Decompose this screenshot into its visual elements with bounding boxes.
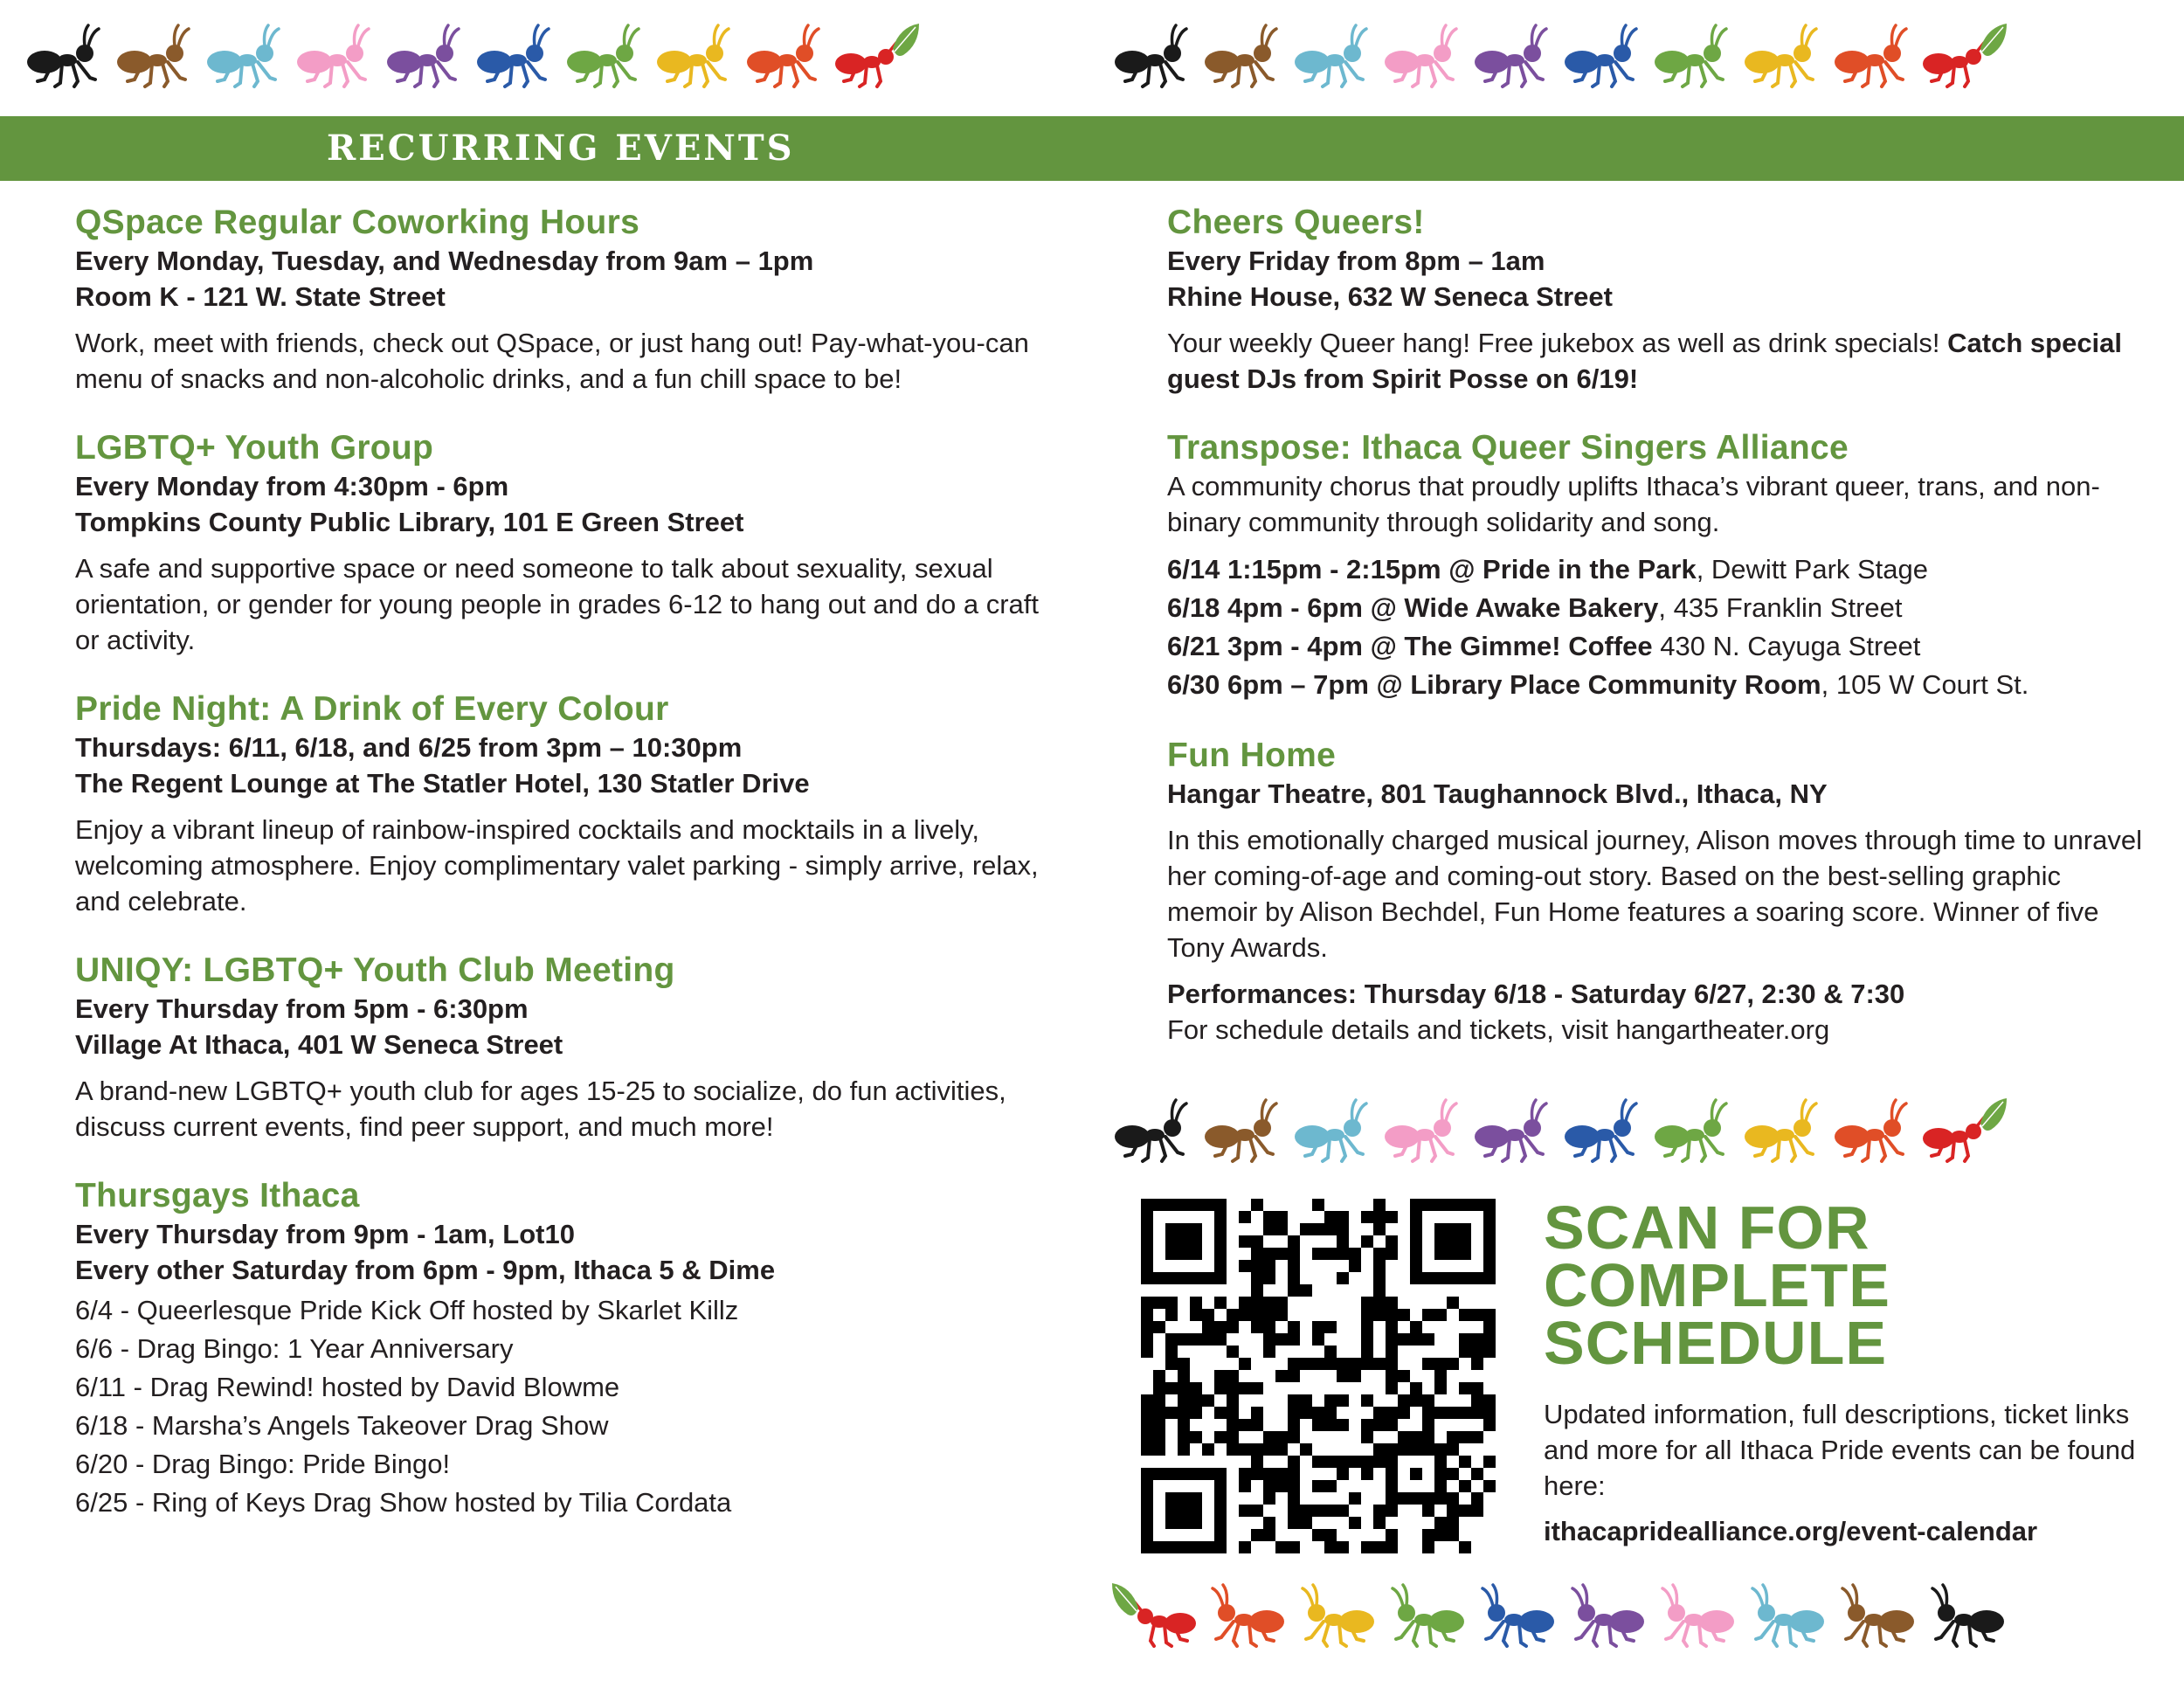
- leaf-icon: [1919, 22, 2009, 92]
- event-transpose: [1167, 428, 2154, 704]
- date-venue: , 105 W Court St.: [1821, 669, 2029, 700]
- event-cheers-queers: [1167, 203, 2154, 397]
- event-schedule: Every Thursday from 9pm - 1am, Lot10: [75, 1219, 575, 1249]
- list-item: [1167, 666, 2154, 704]
- left-column: [75, 203, 1054, 1522]
- event-location: The Regent Lounge at The Statler Hotel, 130 Statler Drive: [75, 768, 810, 799]
- ant-icon: [382, 22, 472, 92]
- list-item: 6/18 - Marsha’s Angels Takeover Drag Show: [75, 1410, 609, 1441]
- ant-icon: [1289, 1097, 1379, 1166]
- qr-code[interactable]: [1141, 1199, 1496, 1553]
- list-item: [1167, 627, 2154, 666]
- ant-icon: [1289, 22, 1379, 92]
- description-highlight: Catch special guest DJs from Spirit Posse on 6/19!: [1167, 328, 2123, 394]
- date-label: 6/14 1:15pm - 2:15pm @ Pride in the Park: [1167, 554, 1697, 585]
- list-item: [1167, 550, 2154, 589]
- date-venue: 430 N. Cayuga Street: [1652, 631, 1921, 661]
- ant-icon: [742, 22, 832, 92]
- ant-border-top-left: [22, 22, 922, 92]
- ant-icon: [1469, 1097, 1559, 1166]
- ant-icon: [652, 22, 742, 92]
- ant-icon: [1289, 1581, 1379, 1651]
- ant-icon: [292, 22, 382, 92]
- list-item: 6/25 - Ring of Keys Drag Show hosted by Tilia Cordata: [75, 1487, 732, 1518]
- ant-icon: [1739, 22, 1829, 92]
- ant-icon: [1109, 22, 1199, 92]
- ant-icon: [1649, 1581, 1739, 1651]
- ant-icon: [1469, 1581, 1559, 1651]
- ant-icon: [112, 22, 202, 92]
- event-title: Thursgays Ithaca: [75, 1177, 360, 1214]
- date-label: 6/30 6pm – 7pm @ Library Place Community Room: [1167, 669, 1821, 700]
- ant-icon: [1649, 1097, 1739, 1166]
- event-qspace: [75, 203, 1054, 397]
- list-item: 6/4 - Queerlesque Pride Kick Off hosted by Skarlet Killz: [75, 1295, 739, 1325]
- leaf-icon: [1109, 1581, 1199, 1651]
- ant-icon: [1739, 1097, 1829, 1166]
- ant-border-top-right: [1109, 22, 2009, 92]
- event-location: Village At Ithaca, 401 W Seneca Street: [75, 1029, 563, 1060]
- event-description: A brand-new LGBTQ+ youth club for ages 15-25 to socialize, do fun activities, discuss current events, find peer support, and much more!: [75, 1076, 1006, 1142]
- event-location: Rhine House, 632 W Seneca Street: [1167, 281, 1613, 312]
- event-title: LGBTQ+ Youth Group: [75, 429, 434, 467]
- ant-icon: [562, 22, 652, 92]
- leaf-icon: [832, 22, 922, 92]
- date-venue: , Dewitt Park Stage: [1696, 554, 1929, 585]
- ant-icon: [1379, 1581, 1469, 1651]
- list-item: 6/11 - Drag Rewind! hosted by David Blowme: [75, 1372, 620, 1402]
- ant-icon: [1469, 22, 1559, 92]
- event-location: Tompkins County Public Library, 101 E Green Street: [75, 507, 744, 537]
- event-dates-list: [1167, 550, 2154, 704]
- event-description: A safe and supportive space or need someone to talk about sexuality, sexual orientation, or gender for young people in grades 6-12 to hang out and do a craft or activity.: [75, 553, 1039, 655]
- event-location: Room K - 121 W. State Street: [75, 281, 446, 312]
- ant-icon: [1919, 1581, 2009, 1651]
- scan-heading-line: SCAN FOR: [1544, 1193, 1870, 1262]
- ant-border-middle: [1109, 1097, 2009, 1166]
- event-description: In this emotionally charged musical journey, Alison moves through time to unravel her coming-of-age and coming-out story. Based on the best-selling graphic memoir by Alison Bechdel, Fun Home features a soaring score. Winner of five Tony Awards.: [1167, 825, 2142, 963]
- section-banner: [0, 116, 2184, 181]
- ant-icon: [1829, 1581, 1919, 1651]
- event-thursgays: [75, 1176, 1054, 1522]
- event-description: Enjoy a vibrant lineup of rainbow-inspired cocktails and mocktails in a lively, welcoming atmosphere. Enjoy complimentary valet parking - simply arrive, relax, and celebrate.: [75, 814, 1039, 917]
- ant-icon: [202, 22, 292, 92]
- event-title: UNIQY: LGBTQ+ Youth Club Meeting: [75, 951, 675, 989]
- description-text: Your weekly Queer hang! Free jukebox as well as drink specials!: [1167, 328, 1948, 358]
- event-fun-home: [1167, 736, 2154, 1048]
- list-item: 6/6 - Drag Bingo: 1 Year Anniversary: [75, 1333, 514, 1364]
- event-uniqy: [75, 951, 1054, 1145]
- list-item: [1167, 589, 2154, 627]
- event-description: [1167, 325, 2154, 397]
- date-label: 6/21 3pm - 4pm @ The Gimme! Coffee: [1167, 631, 1653, 661]
- scan-heading-line: COMPLETE: [1544, 1251, 1890, 1319]
- leaf-icon: [1919, 1097, 2009, 1166]
- ant-icon: [1559, 1097, 1649, 1166]
- event-tickets: For schedule details and tickets, visit hangartheater.org: [1167, 1014, 1830, 1045]
- event-performances: Performances: Thursday 6/18 - Saturday 6/27, 2:30 & 7:30: [1167, 979, 1905, 1009]
- list-item: 6/20 - Drag Bingo: Pride Bingo!: [75, 1449, 451, 1479]
- event-calendar-link[interactable]: ithacapridealliance.org/event-calendar: [1544, 1516, 2038, 1546]
- ant-icon: [1829, 22, 1919, 92]
- event-schedule: Every Thursday from 5pm - 6:30pm: [75, 993, 529, 1024]
- event-title: Pride Night: A Drink of Every Colour: [75, 690, 669, 728]
- event-schedule: Every Monday, Tuesday, and Wednesday from 9am – 1pm: [75, 246, 814, 276]
- scan-description: Updated information, full descriptions, ticket links and more for all Ithaca Pride events can be found here:: [1544, 1399, 2136, 1501]
- section-title: RECURRING EVENTS: [327, 128, 795, 169]
- date-venue: , 435 Franklin Street: [1658, 592, 1903, 623]
- ant-icon: [1649, 22, 1739, 92]
- ant-icon: [1199, 1097, 1289, 1166]
- event-title: Fun Home: [1167, 737, 1337, 774]
- ant-icon: [1379, 1097, 1469, 1166]
- event-schedule: Thursdays: 6/11, 6/18, and 6/25 from 3pm – 10:30pm: [75, 732, 743, 763]
- ant-icon: [1829, 1097, 1919, 1166]
- ant-icon: [22, 22, 112, 92]
- event-title: Transpose: Ithaca Queer Singers Alliance: [1167, 429, 1849, 467]
- ant-icon: [1739, 1581, 1829, 1651]
- event-description: A community chorus that proudly uplifts Ithaca’s vibrant queer, trans, and non-binary community through solidarity and song.: [1167, 471, 2100, 537]
- event-title: QSpace Regular Coworking Hours: [75, 204, 640, 241]
- scan-heading-line: SCHEDULE: [1544, 1309, 1888, 1377]
- scan-heading: [1544, 1193, 2155, 1377]
- ant-icon: [1199, 1581, 1289, 1651]
- ant-border-bottom: [1109, 1581, 2009, 1651]
- event-schedule: Every Monday from 4:30pm - 6pm: [75, 471, 509, 502]
- date-label: 6/18 4pm - 6pm @ Wide Awake Bakery: [1167, 592, 1659, 623]
- ant-icon: [1199, 22, 1289, 92]
- ant-icon: [1559, 1581, 1649, 1651]
- event-title: Cheers Queers!: [1167, 204, 1425, 241]
- ant-icon: [472, 22, 562, 92]
- event-dates-list: [75, 1291, 1054, 1522]
- event-youth-group: [75, 428, 1054, 658]
- right-column: [1167, 203, 2154, 1048]
- ant-icon: [1379, 22, 1469, 92]
- event-description: Work, meet with friends, check out QSpace, or just hang out! Pay-what-you-can menu of snacks and non-alcoholic drinks, and a fun chill space to be!: [75, 328, 1029, 394]
- event-schedule-secondary: Every other Saturday from 6pm - 9pm, Ithaca 5 & Dime: [75, 1255, 776, 1285]
- event-location: Hangar Theatre, 801 Taughannock Blvd., Ithaca, NY: [1167, 778, 1828, 809]
- ant-icon: [1559, 22, 1649, 92]
- ant-icon: [1109, 1097, 1199, 1166]
- event-pride-night: [75, 689, 1054, 919]
- event-schedule: Every Friday from 8pm – 1am: [1167, 246, 1545, 276]
